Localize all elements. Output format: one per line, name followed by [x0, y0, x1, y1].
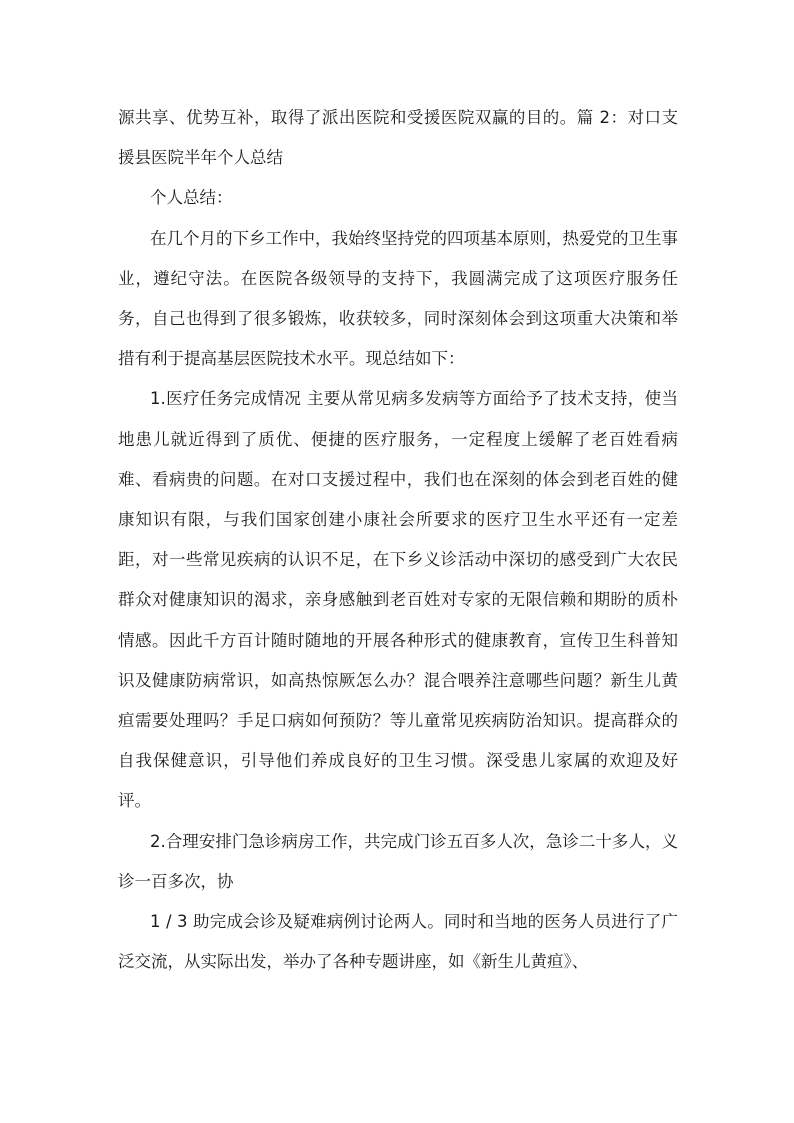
paragraph: 1 / 3 助完成会诊及疑难病例讨论两人。同时和当地的医务人员进行了广泛交流，从实际出发，举办了各种专题讲座，如《新生儿黄疸》、 — [118, 912, 678, 972]
paragraph: 1.医疗任务完成情况 主要从常见病多发病等方面给予了技术支持，使当地患儿就近得到了质优、便捷的医疗服务，一定程度上缓解了老百姓看病难、看病贵的问题。在对口支援过程中，我们也在深刻的体会到老百姓的健康知识有限，与我们国家创建小康社会所要求的医疗卫生水平还有一定差距，对一些常见疾病的认识不足，在下乡义诊活动中深切的感受到广大农民群众对健康知识的渴求，亲身感触到老百姓对专家的无限信赖和期盼的质朴情感。因此千方百计随时随地的开展各种形式的健康教育，宣传卫生科普知识及健康防病常识，如高热惊厥怎么办？混合喂养注意哪些问题？新生儿黄疸需要处理吗？手足口病如何预防？等儿童常见疾病防治知识。提高群众的自我保健意识，引导他们养成良好的卫生习惯。深受患儿家属的欢迎及好评。 — [118, 389, 678, 811]
paragraph: 2.合理安排门急诊病房工作，共完成门诊五百多人次，急诊二十多人，义诊一百多次，协 — [118, 831, 678, 891]
paragraph: 在几个月的下乡工作中，我始终坚持党的四项基本原则，热爱党的卫生事业，遵纪守法。在医院各级领导的支持下，我圆满完成了这项医疗服务任务，自己也得到了很多锻炼，收获较多，同时深刻体会到这项重大决策和举措有利于提高基层医院技术水平。现总结如下： — [118, 228, 678, 369]
document-body — [118, 98, 678, 982]
paragraph: 个人总结： — [150, 188, 233, 208]
paragraph: 源共享、优势互补，取得了派出医院和受援医院双赢的目的。篇 2：对口支援县医院半年个人总结 — [118, 108, 678, 168]
